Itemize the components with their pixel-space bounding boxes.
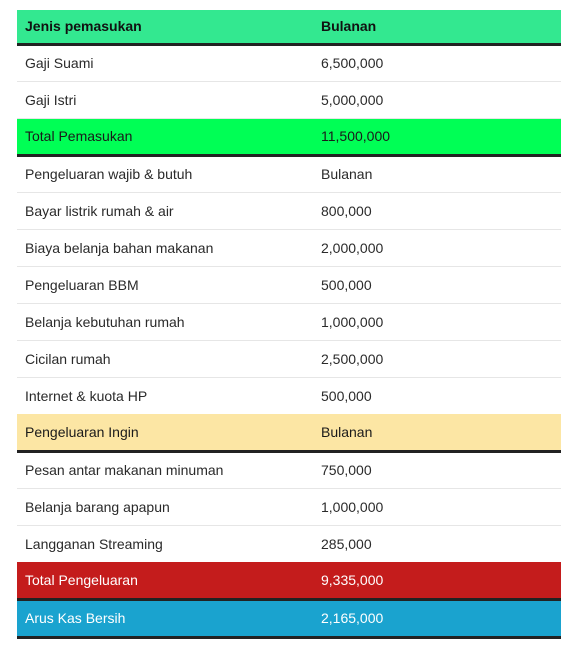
table-row (17, 44, 561, 81)
row-value: 2,500,000 (313, 340, 561, 377)
needs-header-row (17, 155, 561, 192)
header-monthly: Bulanan (313, 10, 561, 44)
table-row (17, 525, 561, 562)
budget-table (17, 10, 561, 639)
table-row (17, 340, 561, 377)
row-label: Langganan Streaming (25, 535, 163, 552)
row-label: Internet & kuota HP (25, 387, 148, 404)
income-total-label: Total Pemasukan (17, 118, 313, 155)
row-label: Pengeluaran BBM (17, 266, 313, 303)
row-value: 1,000,000 (313, 303, 561, 340)
row-label: Biaya belanja bahan makanan (17, 229, 313, 266)
wants-header-label: Pengeluaran Ingin (17, 414, 313, 451)
row-label: Gaji Istri (17, 81, 313, 118)
row-label: Pesan antar makanan minuman (17, 451, 313, 488)
row-value: 500,000 (321, 387, 372, 404)
table-row (17, 303, 561, 340)
row-label: Bayar listrik rumah & air (17, 192, 313, 229)
table-row (17, 229, 561, 266)
expense-total-label: Total Pengeluaran (17, 562, 313, 599)
income-total-value: 11,500,000 (313, 118, 561, 155)
table-header-row (17, 10, 561, 44)
wants-header-value: Bulanan (313, 414, 561, 451)
table-row (17, 192, 561, 229)
expense-total-value: 9,335,000 (313, 562, 561, 599)
row-value: 5,000,000 (313, 81, 561, 118)
table-row (17, 266, 561, 303)
header-income-type: Jenis pemasukan (17, 10, 313, 44)
row-value: 1,000,000 (313, 488, 561, 525)
wants-header-row (17, 414, 561, 451)
expense-total-row (17, 562, 561, 599)
row-value: 800,000 (313, 192, 561, 229)
table-row (17, 451, 561, 488)
row-label: Belanja barang apapun (17, 488, 313, 525)
row-label: Cicilan rumah (17, 340, 313, 377)
net-cash-row (17, 599, 561, 637)
row-value: 2,000,000 (313, 229, 561, 266)
net-cash-label: Arus Kas Bersih (17, 599, 313, 637)
row-value: 500,000 (313, 266, 561, 303)
row-value: 285,000 (321, 535, 372, 552)
table-row (17, 488, 561, 525)
net-cash-value: 2,165,000 (313, 599, 561, 637)
row-label: Belanja kebutuhan rumah (17, 303, 313, 340)
row-value: Bulanan (313, 155, 561, 192)
row-value: 6,500,000 (313, 44, 561, 81)
row-value: 750,000 (313, 451, 561, 488)
table-row (17, 81, 561, 118)
row-label: Gaji Suami (17, 44, 313, 81)
table-row (17, 377, 561, 414)
income-total-row (17, 118, 561, 155)
row-label: Pengeluaran wajib & butuh (17, 155, 313, 192)
